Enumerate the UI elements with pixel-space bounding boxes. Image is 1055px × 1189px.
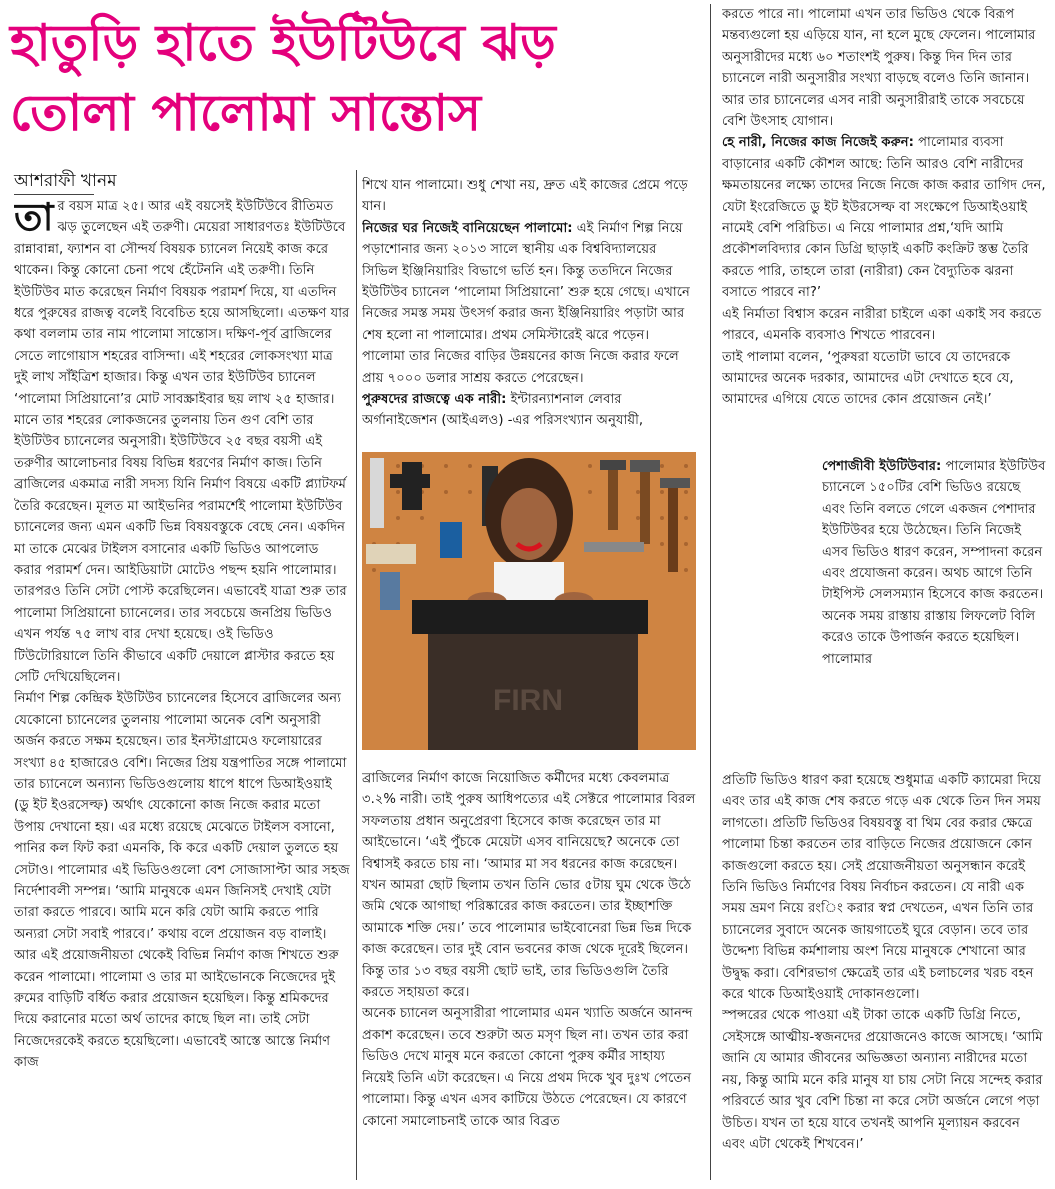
paragraph-1 [14,196,350,688]
column-c-bottom [722,770,1046,1178]
headline [10,8,700,148]
hammer-head-1 [600,460,626,470]
glass-jar [380,572,400,610]
column-b-top [362,175,696,445]
dropcap: তা [14,196,54,239]
article-photo [362,452,696,750]
subhead-own-house: নিজের ঘর নিজেই বানিয়েছেন পালামো: [362,220,573,236]
paragraph-2: নির্মাণ শিল্প কেন্দ্রিক ইউটিউব চ্যানেলের হিসেবে ব্রাজিলের অন্য যেকোনো চ্যানেলের তুলনায় পালোমা অনেক বেশি অনুসারী অর্জন করতে সক্ষম হয়েছেন। তার ইনস্টাগ্রামেও ফলোয়ারের সংখ্যা ৪৫ হাজারেও বেশি। নিজের প্রিয় যন্ত্রপাতির সঙ্গে পালামো তার চ্যানেলে অন্যান্য ভিডিওগুলোয় ধাপে ধাপে ডিআইওয়াই (ডু ইট ইওরসেল্ফ) অর্থাৎ যেকোনো কাজ নিজে করার মতো উপায় দেখানো হয়। এর মধ্যে রয়েছে মেঝেতে টাইলস বসানো, পানির কল ফিট করা এমনকি, কি করে একটি দেয়াল তুলতে হয় সেটাও। পালোমার এই ভিডিওগুলো বেশ সোজাসাপ্টা আর সহজ নির্দেশাবলী সম্পন্ন। ‘আমি মানুষকে এমন জিনিসই দেখাই যেটা তারা করতে পারবে। আমি মনে করি যেটা আমি করতে পারি অন্যরা সেটা সবাই পারবে।’ কথায় বলে প্রয়োজন বড় বালাই। আর এই প্রয়োজনীয়তা থেকেই বিভিন্ন নির্মাণ কাজ শিখতে শুরু করেন পালামো। পালোমা ও তার মা আইভোনকে নিজেদের দুই রুমের বাড়িটি বর্ধিত করার প্রয়োজন হয়েছিল। কিন্তু শ্রমিকদের দিয়ে করানোর মতো অর্থ তাদের কাছে ছিল না। তাই সেটা নিজেদেরকেই করতে হয়েছিলো। এভাবেই আস্তে আস্তে নির্মাণ কাজ [14,691,350,1071]
paragraph-c1: করতে পারে না। পালোমা এখন তার ভিডিও থেকে বিরূপ মন্তব্যগুলো হয় এড়িয়ে যান, না হলে মুছে ফেলেন। পালোমার অনুসারীদের মধ্যে ৬০ শতাংশই পুরুষ। কিন্তু দিন দিন তার চ্যানেলে নারী অনুসারীর সংখ্যা বাড়ছে বলেও তিনি জানান। আর তার চ্যানেলের এসব নারী অনুসারীরাই তাকে সবচেয়ে বেশি উৎসাহ যোগান। [722,7,1036,130]
headline-line-1: হাতুড়ি হাতে ইউটিউবে ঝড় [10,14,556,72]
hammer-handle-2 [640,464,650,544]
column-rule-2 [710,4,711,1180]
hammer-head-2 [630,460,660,472]
saw-tool [584,542,644,552]
column-rule-1 [356,170,357,1180]
paragraph-c6: প্রতিটি ভিডিও ধারণ করা হয়েছে শুধুমাত্র একটি ক্যামেরা দিয়ে এবং তার এই কাজ শেষ করতে গড়ে এক থেকে তিন দিন সময় লাগতো। প্রতিটি ভিডিওর বিষয়বস্তু বা থিম বের করার ক্ষেত্রে পালোমা চিন্তা করতেন তার বাড়িতে নিজের প্রয়োজনে কোন কাজগুলো করতে হয়। সেই প্রয়োজনীয়তা অনুসন্ধান করেই তিনি ভিডিও নির্মাণের বিষয় নির্বাচন করতেন। যে নারী এক সময় ভ্রমণ নিয়ে রংিং করার স্বপ্ন দেখতেন, এখন তিনি তার চ্যানেলের সুবাদে অনেক জায়গাতেই ঘুরে বেড়ান। তবে তার উদ্দেশ্য বিভিন্ন কর্মশালায় অংশ নিয়ে মানুষকে শেখানো আর উদ্বুদ্ধ করা। বেশিরভাগ ক্ষেত্রেই তার এই চলাচলের খরচ বহন করে থাকে ডিআইওয়াই দোকানগুলো। [722,773,1041,1003]
paragraph-c5 [822,456,1046,670]
level-tool [370,458,384,528]
paragraph-c3: এই নির্মাতা বিশ্বাস করেন নারীরা চাইলে একা একাই সব করতে পারবে, এমনকি ব্যবসাও শিখতে পারবেন। [722,306,1042,344]
paragraph-b2 [362,218,696,389]
column-c-top [722,4,1046,454]
white-top [494,562,564,602]
tape-roll [366,544,416,564]
paragraph-c2 [722,132,1046,303]
paragraph-b3-text: ইন্টারন্যাশনাল লেবার অর্গানাইজেশন (আইএলও) -এর পরিসংখ্যান অনুযায়ী, [362,392,644,429]
subhead-do-it-yourself: হে নারী, নিজের কাজ নিজেই করুন: [722,135,914,151]
paragraph-b4: ব্রাজিলের নির্মাণ কাজে নিয়োজিত কর্মীদের মধ্যে কেবলমাত্র ৩.২% নারী। তাই পুরুষ আধিপত্যের এই সেক্টরে পালোমার বিরল সফলতায় প্রধান অনুপ্রেরণা হিসেবে কাজ করেছেন তার মা আইভোনে। ‘এই পুঁচকে মেয়েটা এসব বানিয়েছে? অনেকে তো বিশ্বাসই করতে চায় না। ‘আমার মা সব ধরনের কাজ করেছেন। যখন আমরা ছোট ছিলাম তখন তিনি ভোর ৫টায় ঘুম থেকে উঠে জমি থেকে আগাছা পরিষ্কারের কাজ করতেন। তার ইচ্ছাশক্তি আমাকে শক্তি দেয়।’ তবে পালোমার ভাইবোনেরা ভিন্ন ভিন্ন দিকে কাজ করেছেন। তার দুই বোন ভবনের কাজ থেকে দূরেই ছিলেন। কিন্তু তার ১৩ বছর বয়সী ছোট ভাই, তার ভিডিওগুলি তৈরি করতে সহায়তা করে। [362,771,696,1001]
paragraph-1-text: র বয়স মাত্র ২৫। আর এই বয়সেই ইউটিউবে রীতিমত ঝড় তুলেছেন এই তরুণী। মেয়েরা সাধারণতঃ ইউটিউবে রান্নাবান্না, ফ্যাশন বা সৌন্দর্য বিষয়ক চ্যানেল নিয়েই কাজ করে থাকেন। কিন্তু কোনো চেনা পথে হেঁটেননি এই তরুণী। তিনি ইউটিউব মাত করেছেন নির্মাণ বিষয়ক পরামর্শ দিয়ে, যা এতদিন ধরে পুরুষের রাজত্ব বলেই বিবেচিত হয়ে আসছিলো। এতক্ষণ যার কথা বললাম তার নাম পালোমা সান্তোস। দক্ষিণ-পূর্ব ব্রাজিলের সেতে লাগোয়াস শহরের বাসিন্দা। এই শহরের লোকসংখ্যা মাত্র দুই লাখ সাঁইত্রিশ হাজার। কিন্তু এখন তার ইউটিউব চ্যানেল ‘পালোমা সিপ্রিয়ানো’র মোট সাবস্ক্রাইবার ছয় লাখ ২৫ হাজার। মানে তার শহরের লোকজনের তুলনায় তিন গুণ বেশি তার ইউটিউব চ্যানেলের অনুসারী। ইউটিউবে ২৫ বছর বয়সী এই তরুণীর আলোচনার বিষয় বিভিন্ন ধরণের নির্মাণ কাজ। তিনি ব্রাজিলের একমাত্র নারী সদস্য যিনি নির্মাণ বিষয়ে একটি প্ল্যাটফর্ম তৈরি করেছেন। মূলত মা আইভনির পরামর্শেই পালোমা ইউটিউব চ্যানেলের জন্য এমন একটি ভিন্ন বিষয়বস্তুকে বেছে নেন। একদিন মা তাকে মেঝের টাইলস বসানোর একটি ভিডিও আপলোড করার পরামর্শ দেন। আইডিয়াটা মোটেও পছন্দ হয়নি পালোমার। তারপরও তিনি সেটা পোস্ট করেছিলেন। এভাবেই যাত্রা শুরু তার পালোমা সিপ্রিয়ানো চ্যানেলের। তার সবচেয়ে জনপ্রিয় ভিডিও এখন পর্যন্ত ৭৫ লাখ বার দেখা হয়েছে। ওই ভিডিও টিউটোরিয়ালে তিনি কীভাবে একটি দেয়ালে প্লাস্টার করতে হয় সেটি দেখিয়েছিলেন। [14,199,350,685]
blue-tool [440,522,462,558]
subhead-mens-domain: পুরুষদের রাজত্বে এক নারী: [362,392,507,408]
hammer-head-3 [660,478,690,488]
paragraph-c2-text: পালোমার ব্যবসা বাড়ানোর একটি কৌশল আছে: তিনি আরও বেশি নারীদের ক্ষমতায়নের লক্ষ্যে তাদের নিজে নিজে কাজ করার তাগিদ দেন, যেটা ইংরেজিতে ডু ইট ইউরসেল্ফ বা সংক্ষেপে ডিআইওয়াই নামেই বেশি পরিচিত। এ নিয়ে পালামার প্রশ্ন,‘যদি আমি প্রকৌশলবিদ্যার কোন ডিগ্রি ছাড়াই একটি কংক্রিট স্তম্ভ তৈরি করতে পারি, তাহলে তারা (নারীরা) কেন বৈদ্যুতিক ঝরনা বসাতে পারবে না?’ [722,135,1046,301]
glue-gun-handle [390,474,430,488]
box-label: FIRN [493,684,563,717]
paragraph-b1: শিখে যান পালামো। শুধু শেখা নয়, দ্রুত এই কাজের প্রেমে পড়ে যান। [362,178,688,215]
column-b-bottom [362,768,696,1178]
paragraph-c4: তাই পালামা বলেন, ‘পুরুষরা যতোটা ভাবে যে তাদেরকে আমাদের অনেক দরকার, আমাদের এটা দেখাতে হবে যে, আমাদের এগিয়ে যেতে তাদের কোন প্রয়োজন নেই।’ [722,349,1014,408]
paragraph-b2-text: এই নির্মাণ শিল্প নিয়ে পড়াশোনার জন্য ২০১৩ সালে স্থানীয় এক বিশ্ববিদ্যালয়ের সিভিল ইঞ্জিনিয়ারিং বিভাগে ভর্তি হন। কিন্তু ততদিনে নিজের ইউটিউব চ্যানেল ‘পালোমা সিপ্রিয়ানো’ শুরু হয়ে গেছে। এখানে নিজের সমস্ত সময় উৎসর্গ করার জন্য ইঞ্জিনিয়ারিং পড়াটা আর শেষ হলো না পালামোর। প্রথম সেমিস্টারেই ঝরে পড়েন। পালোমা তার নিজের বাড়ির উন্নয়নের কাজ নিজে করার ফলে প্রায় ৭০০০ ডলার সাশ্রয় করতে পেরেছেন। [362,220,690,386]
paragraph-c7: স্পন্সরের থেকে পাওয়া এই টাকা তাকে একটি ডিগ্রি নিতে, সেইসঙ্গে আত্মীয়-স্বজনদের প্রয়োজনেও কাজে আসছে। ‘আমি জানি যে আমার জীবনের অভিজ্ঞতা অন্যান্য নারীদের মতো নয়, কিন্তু আমি মনে করি মানুষ যা চায় সেটা নিয়ে সন্দেহ করার পরিবর্তে আর খুব বেশি চিন্তা না করে সেটা অর্জনে লেগে পড়া উচিত। যখন তা হয়ে যাবে তখনই আপনি মূল্যায়ন করবেন এবং এটা থেকেই শিখবেন।’ [722,1008,1043,1152]
box-lid [412,600,648,634]
hammer-handle-1 [608,464,618,530]
hammer-handle-3 [668,482,678,572]
byline-rule [14,194,94,195]
headline-line-2: তোলা পালোমা সান্তোস [10,84,482,142]
column-c-middle [822,456,1046,752]
subhead-professional-youtuber: পেশাজীবী ইউটিউবার: [822,459,942,474]
photo-illustration [362,452,696,750]
byline: আশরাফী খানম [14,171,117,191]
paragraph-b3 [362,389,696,432]
column-a [14,196,350,1176]
paragraph-b5: অনেক চ্যানেল অনুসারীরা পালোমার এমন খ্যাতি অর্জনে আনন্দ প্রকাশ করেছেন। তবে শুরুটা অত মসৃণ ছিল না। তখন তার করা ভিডিও দেখে মানুষ মনে করতো কোনো পুরুষ কর্মীর সাহায্য নিয়েই তিনি এটা করেছেন। এ নিয়ে প্রথম দিকে খুব দুঃখ পেতেন পালোমা। কিন্তু এখন এসব কাটিয়ে উঠতে পেরেছেন। যে কারণে কোনো সমালোচনাই তাকে আর বিব্রত [362,1006,693,1129]
paragraph-c5-text: পালোমার ইউটিউব চ্যানেলে ১৫০টির বেশি ভিডিও রয়েছে এবং তিনি বলতে গেলে একজন পেশাদার ইউটিউবর হয়ে উঠেছেন। তিনি নিজেই এসব ভিডিও ধারণ করেন, সম্পাদনা করেন এবং প্রযোজনা করেন। অথচ আগে তিনি টাইপিস্ট সেলসম্যান হিসেবে কাজ করতেন। অনেক সময় রাস্তায় রাস্তায় লিফলেট বিলি করেও তাকে উপার্জন করতে হয়েছিল। পালোমার [822,459,1046,667]
